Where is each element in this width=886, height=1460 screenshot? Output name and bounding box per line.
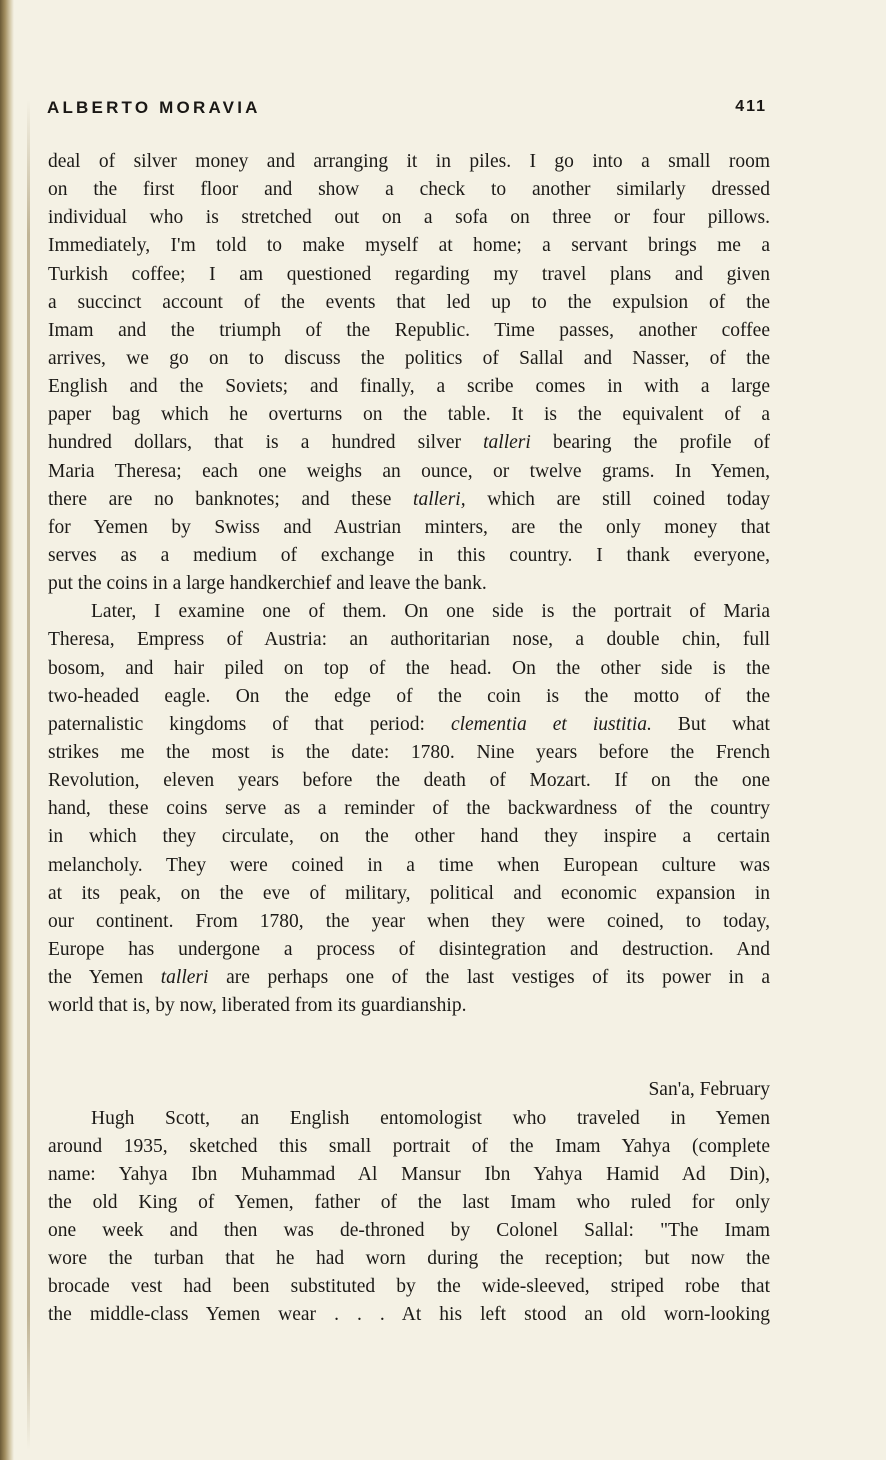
paragraph-1 — [48, 148, 770, 598]
text-line: world that is, by now, liberated from its guardianship. — [48, 995, 467, 1017]
italic-phrase: clementia et iustitia. — [450, 713, 652, 735]
text-line — [48, 711, 770, 739]
text-run: bearing the profile of — [530, 432, 770, 454]
paragraph-2 — [48, 598, 770, 1020]
text-run: there are no banknotes; and these — [48, 488, 414, 510]
text-line: our continent. From 1780, the year when they were coined, to today, — [48, 910, 770, 932]
running-head — [47, 98, 767, 122]
text-line: brocade vest had been substituted by the wide-sleeved, striped robe that — [48, 1276, 770, 1298]
text-run: are perhaps one of the last vestiges of its power in a — [208, 967, 770, 989]
text-line: strikes me the most is the date: 1780. Nine years before the French — [48, 741, 770, 763]
text-line: Maria Theresa; each one weighs an ounce, or twelve grams. In Yemen, — [48, 460, 770, 482]
text-line: Immediately, I'm told to make myself at home; a servant brings me a — [48, 235, 770, 257]
text-line: hand, these coins serve as a reminder of the backwardness of the country — [48, 798, 770, 820]
text-line: the old King of Yemen, father of the last Imam who ruled for only — [48, 1191, 770, 1213]
text-line: the middle-class Yemen wear . . . At his left stood an old worn-looking — [48, 1304, 770, 1326]
page-margin-shadow — [27, 100, 30, 1450]
text-line: individual who is stretched out on a sofa on three or four pillows. — [48, 207, 770, 229]
text-line — [48, 964, 770, 992]
text-line: two-headed eagle. On the edge of the coin is the motto of the — [48, 685, 770, 707]
text-run: the Yemen — [48, 967, 161, 989]
text-line: Imam and the triumph of the Republic. Time passes, another coffee — [48, 319, 770, 341]
italic-word: talleri — [160, 967, 209, 989]
text-line: for Yemen by Swiss and Austrian minters, are the only money that — [48, 516, 770, 538]
text-line: in which they circulate, on the other hand they inspire a certain — [48, 826, 770, 848]
text-line — [48, 429, 770, 457]
text-line: Hugh Scott, an English entomologist who traveled in Yemen — [91, 1107, 770, 1129]
page-number: 411 — [735, 98, 767, 115]
text-line — [48, 486, 770, 514]
text-line: Europe has undergone a process of disintegration and destruction. And — [48, 938, 770, 960]
text-line: a succinct account of the events that led up to the expulsion of the — [48, 291, 770, 313]
text-line: English and the Soviets; and finally, a scribe comes in with a large — [48, 376, 770, 398]
italic-word: talleri, — [413, 488, 466, 510]
text-run: paternalistic kingdoms of that period: — [48, 713, 451, 735]
page-binding-shadow — [0, 0, 14, 1460]
text-line: deal of silver money and arranging it in piles. I go into a small room — [48, 151, 770, 172]
text-line: Theresa, Empress of Austria: an authoritarian nose, a double chin, full — [48, 629, 770, 651]
text-line: arrives, we go on to discuss the politics of Sallal and Nasser, of the — [48, 347, 770, 369]
text-line: wore the turban that he had worn during the reception; but now the — [48, 1248, 770, 1270]
body-text — [48, 148, 770, 1330]
text-line: bosom, and hair piled on top of the head. On the other side is the — [48, 657, 770, 679]
text-line: one week and then was de-throned by Colonel Sallal: "The Imam — [48, 1220, 770, 1242]
section-break — [48, 1020, 770, 1076]
text-run: hundred dollars, that is a hundred silver — [48, 432, 484, 454]
text-line: put the coins in a large handkerchief and leave the bank. — [48, 573, 487, 595]
text-line: at its peak, on the eve of military, political and economic expansion in — [48, 882, 770, 904]
text-line: Revolution, eleven years before the death of Mozart. If on the one — [48, 770, 770, 792]
text-line: serves as a medium of exchange in this country. I thank everyone, — [48, 544, 770, 566]
running-head-author: ALBERTO MORAVIA — [47, 98, 261, 117]
text-line: Turkish coffee; I am questioned regarding my travel plans and given — [48, 263, 770, 285]
text-line: around 1935, sketched this small portrait of the Imam Yahya (complete — [48, 1135, 770, 1157]
dateline: San'a, February — [648, 1079, 770, 1101]
text-line: Later, I examine one of them. On one side is the portrait of Maria — [91, 601, 770, 623]
text-run: But what — [651, 713, 770, 735]
text-run: which are still coined today — [465, 488, 770, 510]
text-line: name: Yahya Ibn Muhammad Al Mansur Ibn Yahya Hamid Ad Din), — [48, 1163, 770, 1185]
italic-word: talleri — [483, 432, 531, 454]
text-line: on the first floor and show a check to another similarly dressed — [48, 179, 770, 201]
text-line: paper bag which he overturns on the table. It is the equivalent of a — [48, 404, 770, 426]
text-line: melancholy. They were coined in a time when European culture was — [48, 854, 770, 876]
paragraph-3 — [48, 1105, 770, 1330]
